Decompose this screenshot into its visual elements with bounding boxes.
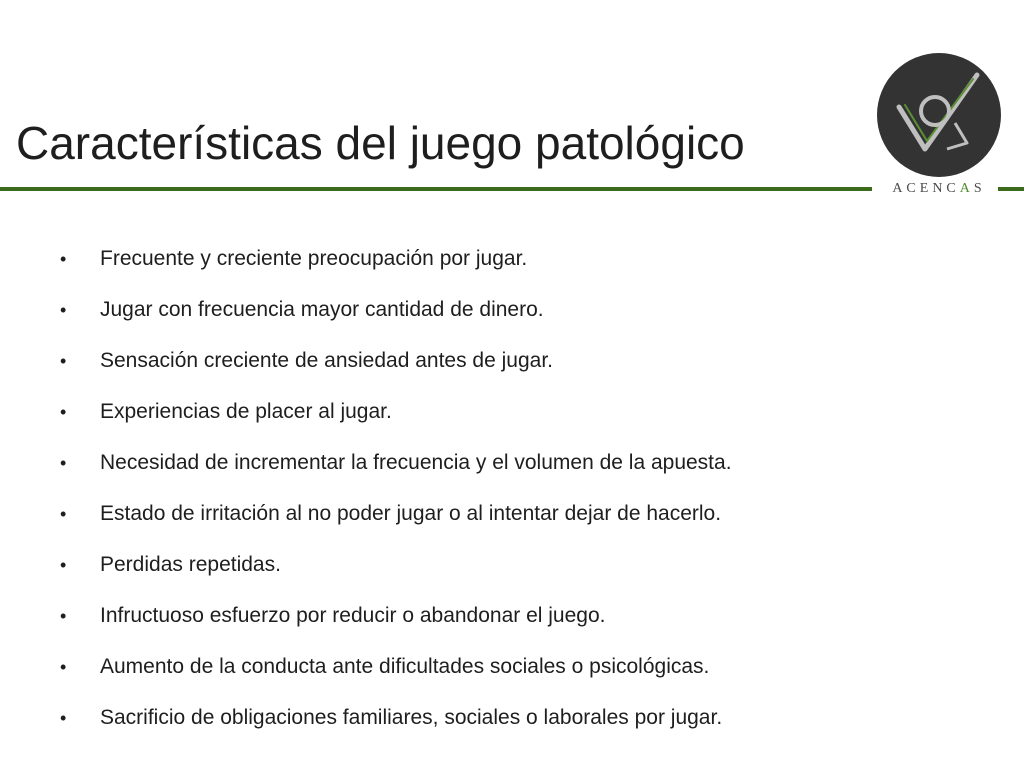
bullet-text: Estado de irritación al no poder jugar o al intentar dejar de hacerlo. [100,502,722,525]
list-item [60,287,1000,338]
title-underline [0,187,872,191]
bullet-list [60,236,1000,746]
list-item [60,389,1000,440]
bullet-text: Frecuente y creciente preocupación por jugar. [100,247,528,270]
slide-title: Características del juego patológico [16,117,745,169]
list-item [60,338,1000,389]
bullet-icon: • [60,402,67,422]
bullet-text: Necesidad de incrementar la frecuencia y el volumen de la apuesta. [100,451,732,474]
bullet-icon: • [60,504,67,524]
bullet-icon: • [60,300,67,320]
bullet-text: Sacrificio de obligaciones familiares, sociales o laborales por jugar. [100,706,723,729]
list-item [60,491,1000,542]
bullet-icon: • [60,606,67,626]
list-item [60,644,1000,695]
bullet-text: Aumento de la conducta ante dificultades sociales o psicológicas. [100,655,710,678]
list-item [60,440,1000,491]
list-item [60,593,1000,644]
title-underline-right [998,187,1024,191]
bullet-icon: • [60,453,67,473]
bullet-text: Sensación creciente de ansiedad antes de jugar. [100,349,553,372]
acencas-logo [872,50,1000,198]
logo-wordmark: ACENCAS [892,181,986,196]
list-item [60,695,1000,746]
bullet-text: Infructuoso esfuerzo por reducir o abandonar el juego. [100,604,606,627]
list-item [60,542,1000,593]
list-item [60,236,1000,287]
bullet-icon: • [60,657,67,677]
bullet-text: Experiencias de placer al jugar. [100,400,392,423]
bullet-icon: • [60,351,67,371]
bullet-text: Perdidas repetidas. [100,553,281,576]
bullet-icon: • [60,555,67,575]
logo-emblem-icon [877,53,1001,177]
bullet-icon: • [60,708,67,728]
bullet-icon: • [60,249,67,269]
bullet-text: Jugar con frecuencia mayor cantidad de dinero. [100,298,544,321]
